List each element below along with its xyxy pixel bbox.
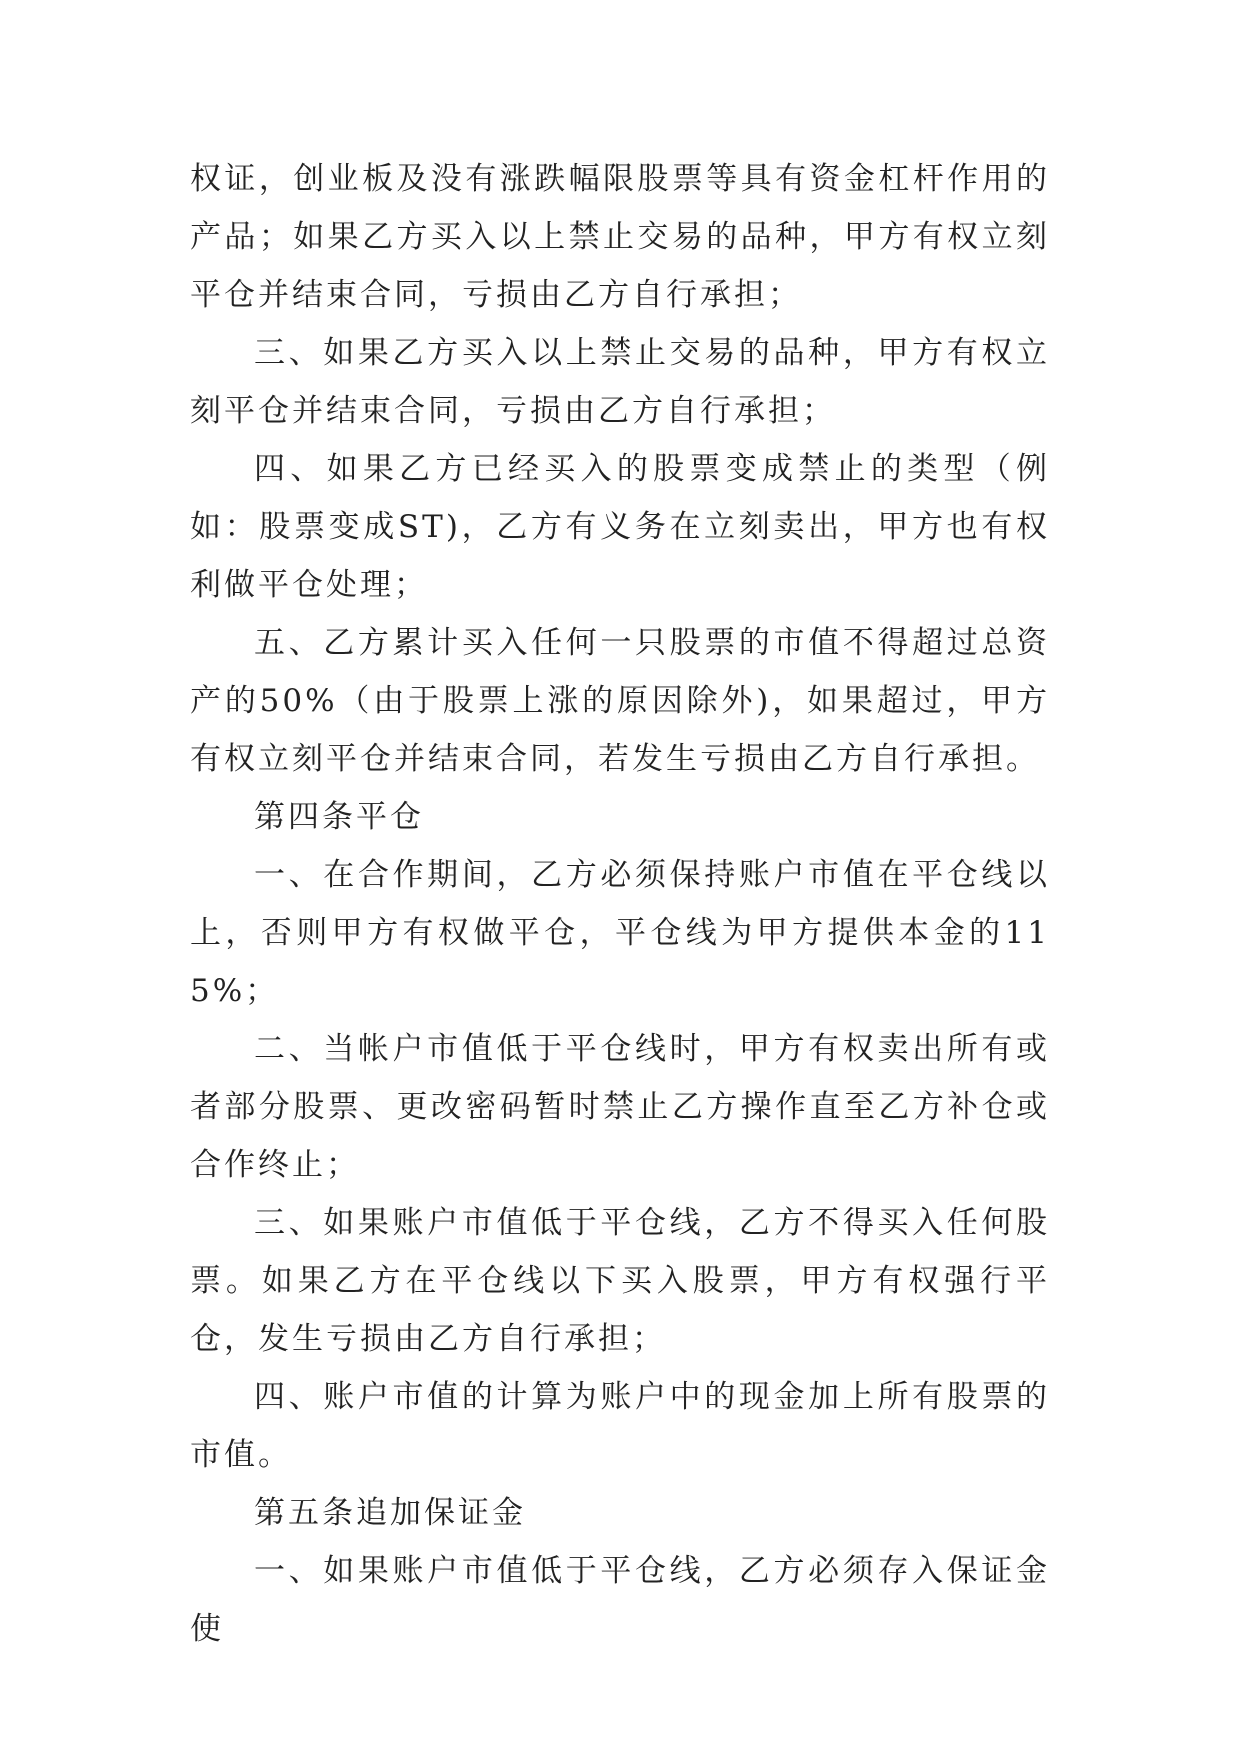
paragraph-article-4-item-3: 三、如果账户市值低于平仓线，乙方不得买入任何股票。如果乙方在平仓线以下买入股票，甲方有权强行平仓，发生亏损由乙方自行承担； (190, 1205, 1050, 1357)
section-heading-article-4: 第四条平仓 (254, 799, 424, 835)
paragraph-article-4-item-2: 二、当帐户市值低于平仓线时，甲方有权卖出所有或者部分股票、更改密码暂时禁止乙方操作直至乙方补仓或合作终止； (190, 1031, 1050, 1183)
paragraph-warrants-clause: 权证，创业板及没有涨跌幅限股票等具有资金杠杆作用的产品；如果乙方买入以上禁止交易的品种，甲方有权立刻平仓并结束合同，亏损由乙方自行承担； (190, 161, 1050, 313)
paragraph-clause-4: 四、如果乙方已经买入的股票变成禁止的类型（例如：股票变成ST)，乙方有义务在立刻卖出，甲方也有权利做平仓处理； (190, 451, 1050, 603)
document-body (190, 150, 1050, 1658)
paragraph-article-4-item-4: 四、账户市值的计算为账户中的现金加上所有股票的市值。 (190, 1379, 1050, 1473)
paragraph-article-4-item-1: 一、在合作期间，乙方必须保持账户市值在平仓线以上，否则甲方有权做平仓，平仓线为甲方提供本金的115%； (190, 857, 1050, 1009)
paragraph-article-5-item-1: 一、如果账户市值低于平仓线，乙方必须存入保证金使 (190, 1553, 1050, 1647)
section-heading-article-5: 第五条追加保证金 (254, 1495, 526, 1531)
paragraph-clause-3: 三、如果乙方买入以上禁止交易的品种，甲方有权立刻平仓并结束合同，亏损由乙方自行承担； (190, 335, 1050, 429)
paragraph-clause-5: 五、乙方累计买入任何一只股票的市值不得超过总资产的50%（由于股票上涨的原因除外)，如果超过，甲方有权立刻平仓并结束合同，若发生亏损由乙方自行承担。 (190, 625, 1050, 777)
